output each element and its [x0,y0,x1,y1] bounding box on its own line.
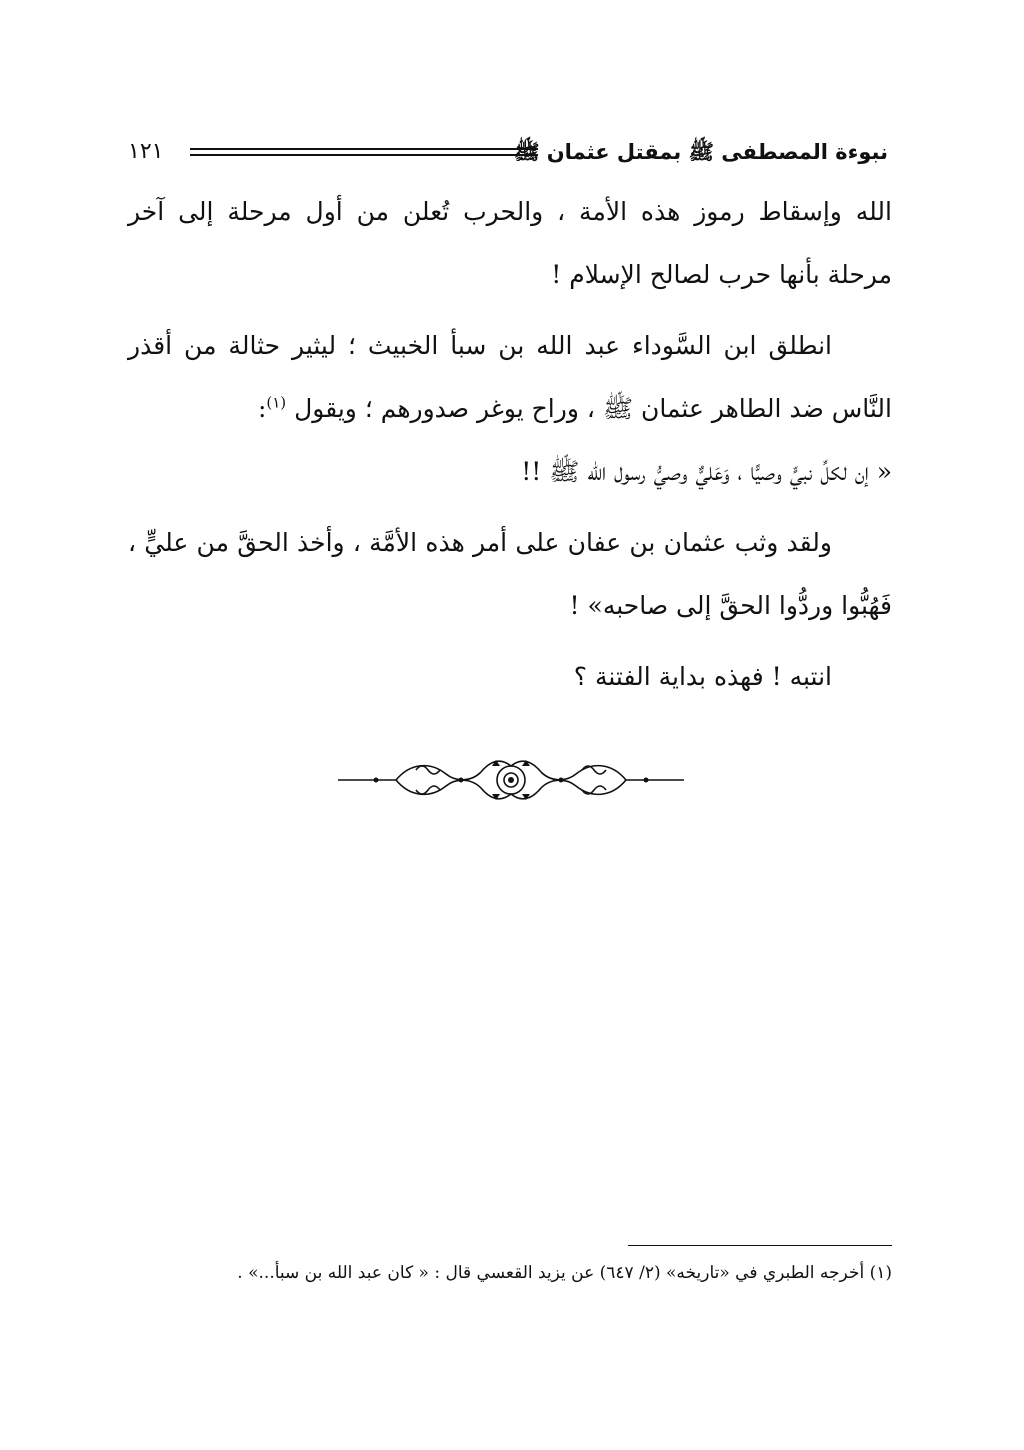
paragraph-4: ولقد وثب عثمان بن عفان على أمر هذه الأمَّة ، وأخذ الحقَّ من عليٍّ ، فَهُبُّوا وردُّوا الحقَّ إلى صاحبه» ! [128,528,892,620]
paragraph-2-text: انطلق ابن السَّوداء عبد الله بن سبأ الخبيث ؛ ليثير حثالة من أقذر النَّاس ضد الطاهر عثمان ﷺ ، وراح يوغر صدورهم ؛ ويقول [128,331,892,423]
page-number: ١٢١ [128,139,164,164]
ornament-flourish-icon [336,752,686,808]
paragraph-2-colon: : [257,394,267,423]
running-header [128,132,888,172]
quote-line: « إن لكلِّ نبيٍّ وصيًّا ، وَعَليٌّ وصيُّ رسول الله ﷺ !! [521,457,892,486]
header-title: نبوءة المصطفى ﷺ بمقتل عثمان ﷺ [514,140,888,164]
footnote-1: (١) أخرجه الطبري في «تاريخه» (٢/ ٦٤٧) عن يزيد القعسي قال : « كان عبد الله بن سبأ...» . [237,1263,892,1283]
section-ornament [336,752,686,808]
header-double-rule [190,148,538,156]
paragraph-1: الله وإسقاط رموز هذه الأمة ، والحرب تُعلن من أول مرحلة إلى آخر مرحلة بأنها حرب لصالح الإسلام ! [128,197,892,289]
footnote-rule [628,1245,892,1246]
paragraph-5: انتبه ! فهذه بداية الفتنة ؟ [573,662,832,691]
paragraph-2 [128,314,892,440]
footnote-ref-1[interactable]: (١) [266,393,287,412]
main-text [128,180,892,716]
